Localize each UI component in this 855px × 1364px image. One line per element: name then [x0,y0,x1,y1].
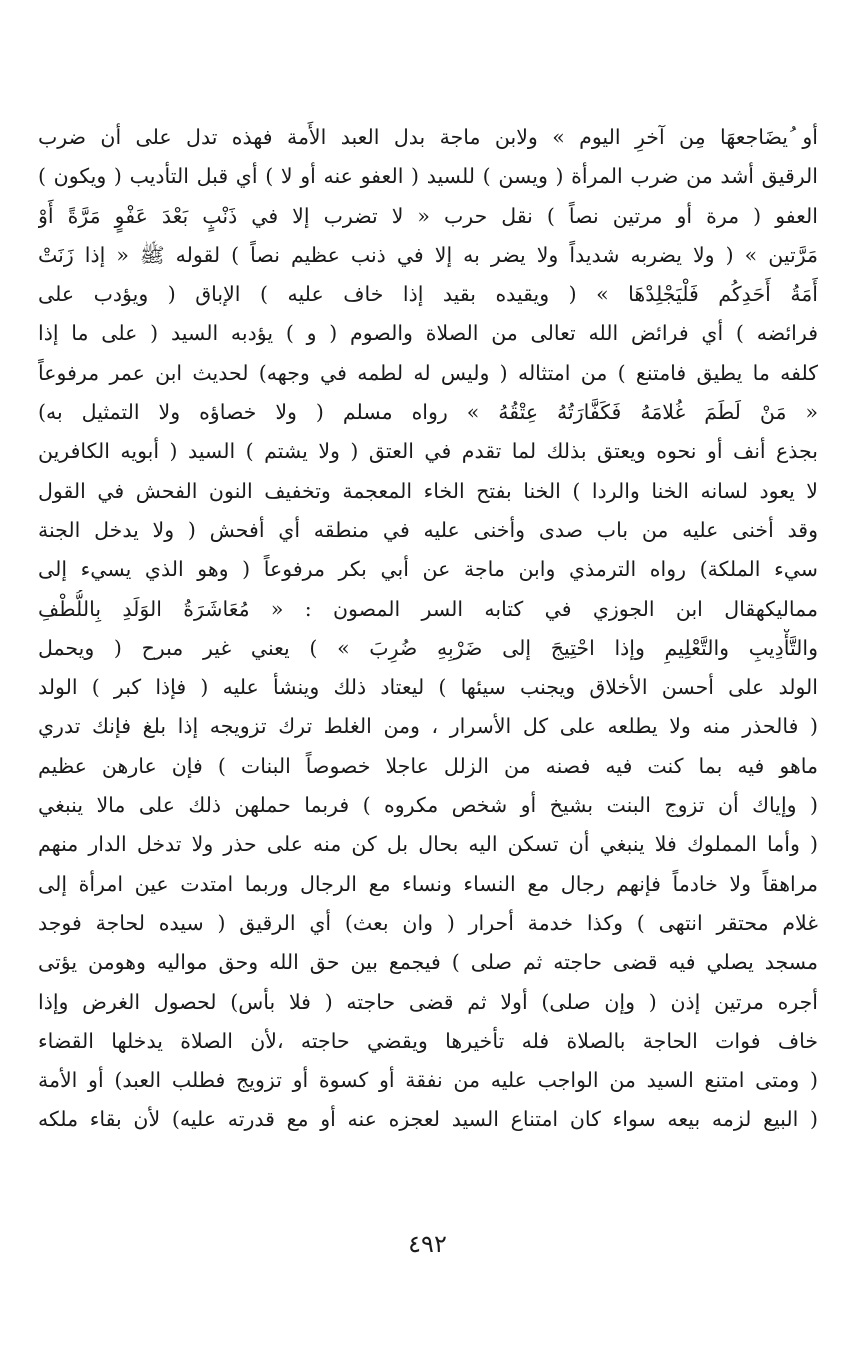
text-line: ( البيع لزمه بيعه سواء كان امتناع السيد لعجزه عنه أو مع قدرته عليه) لأن بقاء ملكه [38,1107,818,1132]
text-line: مسجد يصلي فيه قضى حاجته ثم صلى ) فيجمع بين حق الله وحق مواليه وهومن يؤتى [38,950,818,975]
text-line: ( فالحذر منه ولا يطلعه على كل الأسرار ، ومن الغلط ترك تزويجه إذا بلغ فإنك تدري [38,714,818,739]
text-line: أَمَةُ أَحَدِكُم فَلْيَجْلِدْهَا » ( ويقيده بقيد إذا خاف عليه ) الإباق ( ويؤدب على [38,282,818,307]
text-line: خاف فوات الحاجة بالصلاة فله تأخيرها ويقضي حاجته ،لأن الصلاة يدخلها القضاء [38,1028,818,1053]
text-line: سيء الملكة) رواه الترمذي وابن ماجة عن أبي بكر مرفوعاً ( وهو الذي يسيء إلى [38,557,818,582]
text-line: الولد على أحسن الأخلاق ويجنب سيئها ) ليعتاد ذلك وينشأ عليه ( فإذا كبر ) الولد [38,675,818,700]
text-line: لا يعود لسانه الخنا والردا ) الخنا بفتح الخاء المعجمة وتخفيف النون الفحش في القول [38,478,818,503]
text-line: ( ومتى امتنع السيد من الواجب عليه من نفقة أو كسوة أو تزويج فطلب العبد) أو الأمة [38,1068,818,1093]
text-line: « مَنْ لَطَمَ غُلامَهُ فَكَفَّارَتُهُ عِتْقُهُ » رواه مسلم ( ولا خصاؤه ولا التمثيل به) [38,400,818,425]
page-body [38,118,818,1140]
text-line: والتَّأْدِيبِ والتَّعْلِيمِ وإذا احْتِيجَ إلى ضَرْبِهِ ضُرِبَ » ) يعني غير مبرح ( ويحمل [38,635,818,660]
text-line: ماهو فيه بما كنت فيه فصنه من الزلل عاجلا خصوصاً البنات ) فإن عارهن عظيم [38,753,818,778]
text-line: مَرَّتين » ( ولا يضربه شديداً ولا يضر به إلا في ذنب عظيم نصاً ) لقوله ﷺ « إذا زَنَتْ [38,242,818,267]
text-line: ( وأما المملوك فلا ينبغي أن تسكن اليه بحال بل كن منه على حذر ولا تدخل الدار منهم [38,832,818,857]
text-line: وقد أخنى عليه من باب صدى وأخنى عليه في منطقه أي أفحش ( ولا يدخل الجنة [38,517,818,542]
text-line: فرائضه ) أي فرائض الله تعالى من الصلاة والصوم ( و ) يؤدبه السيد ( على ما إذا [38,321,818,346]
text-line: أجره مرتين إذن ( وإن صلى) أولا ثم قضى حاجته ( فلا بأس) لحصول الغرض وإذا [38,989,818,1014]
text-line: العفو ( مرة أو مرتين نصاً ) نقل حرب « لا تضرب إلا في ذَنْبٍ بَعْدَ عَفْوٍ مَرَّةً أَوْ [38,203,818,228]
text-line: بجذع أنف أو نحوه ويعتق بذلك لما تقدم في العتق ( ولا يشتم ) السيد ( أبويه الكافرين [38,439,818,464]
text-line: مراهقاً ولا خادماً فإنهم رجال مع النساء ونساء مع الرجال وربما امتدت عين امرأة إلى [38,871,818,896]
text-line: مماليكهقال ابن الجوزي في كتابه السر المصون : « مُعَاشَرَةُ الوَلَدِ بِاللُّطْفِ [38,596,818,621]
text-line: غلام محتقر انتهى ) وكذا خدمة أحرار ( وان بعث) أي الرقيق ( سيده لحاجة فوجد [38,910,818,935]
text-line: ( وإياك أن تزوج البنت بشيخ أو شخص مكروه ) فربما حملهن ذلك على مالا ينبغي [38,793,818,818]
text-line: أو ⁠ُيضَاجعهَا مِن آخرِ اليوم » ولابن ماجة بدل العبد الأَمة فهذه تدل على أن ضرب [38,125,818,149]
text-line: الرقيق أشد من ضرب المرأة ( ويسن ) للسيد ( العفو عنه أو لا ) أي قبل التأديب ( ويكون ) [38,164,818,189]
page-number: ٤٩٢ [408,1230,447,1258]
text-line: كلفه ما يطيق فامتنع ) من امتثاله ( وليس له لطمه في وجهه) لحديث ابن عمر مرفوعاً [38,360,818,385]
